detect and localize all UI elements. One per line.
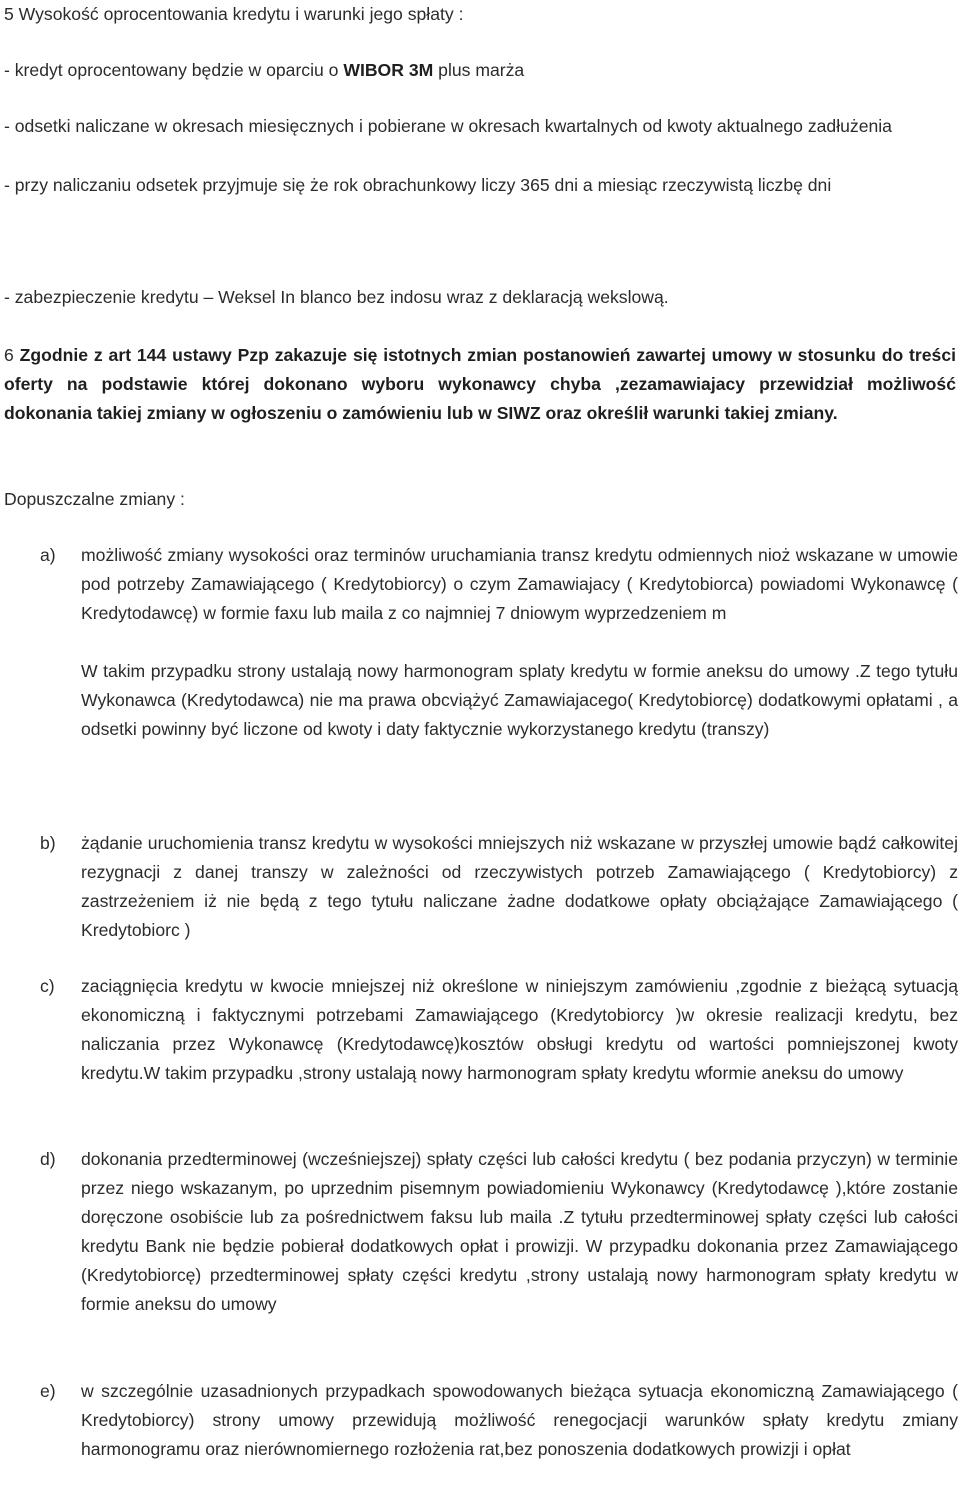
list-item-e-text xyxy=(81,1377,958,1464)
bullet-day-count: - przy naliczaniu odsetek przyjmuje się że rok obrachunkowy liczy 365 dni a miesiąc rzeczywistą liczbę dni xyxy=(4,175,832,195)
bullet-interest-basis-prefix: - kredyt oprocentowany będzie w oparciu o xyxy=(4,60,344,80)
list-item-e xyxy=(40,1377,958,1464)
section-5-heading: 5 Wysokość oprocentowania kredytu i warunki jego spłaty : xyxy=(4,4,464,24)
bullet-interest-basis xyxy=(4,56,956,85)
list-item-d-label: d) xyxy=(40,1149,56,1169)
list-item-d xyxy=(40,1145,958,1319)
bullet-interest-periods: - odsetki naliczane w okresach miesięcznych i pobierane w okresach kwartalnych od kwoty aktualnego zadłużenia xyxy=(4,116,892,136)
list-item-d-text xyxy=(81,1145,958,1319)
list-item-d-paragraph-1: dokonania przedterminowej (wcześniejszej) spłaty części lub całości kredytu ( bez podania przyczyn) w terminie przez niego wskazanym, po uprzednim pisemnym powiadomieniu Wykonawcy (Kredytodawcę ),które zostanie doręczone osobiście lub za pośrednictwem faksu lub maila .Z tytułu przedterminowej spłaty części lub całości kredytu Bank nie będzie pobierał dodatkowych opłat i prowizji. W przypadku dokonania przez Zamawiającego (Kredytobiorcę) przedterminowej spłaty części kredytu ,strony ustalają nowy harmonogram spłaty kredytu w formie aneksu do umowy xyxy=(81,1149,958,1314)
wibor-label: WIBOR 3M xyxy=(343,60,434,80)
section-6-text: Zgodnie z art 144 ustawy Pzp zakazuje się istotnych zmian postanowień zawartej umowy w stosunku do treści oferty na podstawie której dokonano wyboru wykonawcy chyba ,zezamawiajacy przewidział możliwość dokonania takiej zmiany w ogłoszeniu o zamówieniu lub w SIWZ oraz określił warunki takiej zmiany. xyxy=(4,345,956,423)
list-item-a-paragraph-1: możliwość zmiany wysokości oraz terminów uruchamiania transz kredytu odmiennych nioż wskazane w umowie pod potrzeby Zamawiającego ( Kredytobiorcy) o czym Zamawiajacy ( Kredytobiorca) powiadomi Wykonawcę ( Kredytodawcę) w formie faxu lub maila z co najmniej 7 dniowym wyprzedzeniem m xyxy=(81,545,958,623)
list-item-a-label: a) xyxy=(40,545,56,565)
list-item-b xyxy=(40,829,958,945)
list-item-c xyxy=(40,972,958,1088)
section-6-paragraph xyxy=(4,341,956,428)
allowed-changes-heading: Dopuszczalne zmiany : xyxy=(4,489,185,509)
list-item-e-paragraph-1: w szczególnie uzasadnionych przypadkach spowodowanych bieżąca sytuacja ekonomiczną Zamawiającego ( Kredytobiorcy) strony umowy przewidują możliwość renegocjacji warunków spłaty kredytu zmiany harmonogramu oraz nierównomiernego rozłożenia rat,bez ponoszenia dodatkowych prowizji i opłat xyxy=(81,1381,958,1459)
list-item-a-paragraph-2: W takim przypadku strony ustalają nowy harmonogram splaty kredytu w formie aneksu do umowy .Z tego tytułu Wykonawca (Kredytodawca) nie ma prawa obcviążyć Zamawiajacego( Kredytobiorcę) dodatkowymi opłatami , a odsetki powinny być liczone od kwoty i daty faktycznie wykorzystanego kredytu (transzy) xyxy=(81,661,958,739)
list-item-c-label: c) xyxy=(40,976,55,996)
bullet-interest-basis-suffix: plus marża xyxy=(433,60,525,80)
section-6-number: 6 xyxy=(4,345,14,365)
list-item-a-text xyxy=(81,541,958,744)
list-item-b-text xyxy=(81,829,958,945)
list-item-b-label: b) xyxy=(40,833,56,853)
list-item-c-paragraph-1: zaciągnięcia kredytu w kwocie mniejszej niż określone w niniejszym zamówieniu ,zgodnie z bieżącą sytuacją ekonomiczną i faktycznymi potrzebami Zamawiającego (Kredytobiorcy )w okresie realizacji kredytu, bez naliczania przez Wykonawcę (Kredytodawcę)kosztów obsługi kredytu od wartości pomniejszonej kwoty kredytu.W takim przypadku ,strony ustalają nowy harmonogram spłaty kredytu wformie aneksu do umowy xyxy=(81,976,958,1083)
list-item-c-text xyxy=(81,972,958,1088)
bullet-collateral: - zabezpieczenie kredytu – Weksel In blanco bez indosu wraz z deklaracją wekslową. xyxy=(4,287,669,307)
list-item-e-label: e) xyxy=(40,1381,56,1401)
list-item-a xyxy=(40,541,958,744)
list-item-b-paragraph-1: żądanie uruchomienia transz kredytu w wysokości mniejszych niż wskazane w przyszłej umowie bądź całkowitej rezygnacji z danej transzy w zależności od rzeczywistych potrzeb Zamawiającego ( Kredytobiorcy) z zastrzeżeniem iż nie będą z tego tytułu naliczane żadne dodatkowe opłaty obciążające Zamawiającego ( Kredytobiorc ) xyxy=(81,833,958,940)
